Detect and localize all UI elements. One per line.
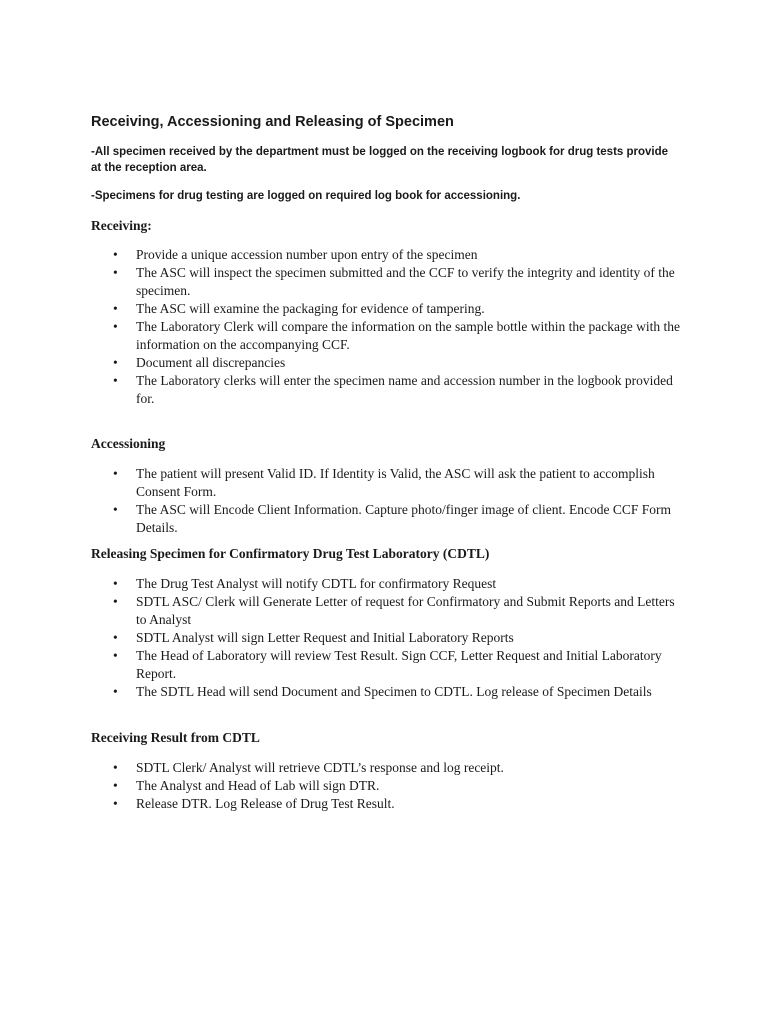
- bullet-icon: •: [113, 373, 118, 388]
- intro-paragraph-1: -All specimen received by the department must be logged on the receiving logbook for drug tests provide at the reception area.: [91, 146, 669, 174]
- list-item: • The SDTL Head will send Document and Specimen to CDTL. Log release of Specimen Details: [113, 684, 652, 699]
- section-heading-receiving: Receiving:: [91, 218, 152, 233]
- list-item: • The ASC will Encode Client Information. Capture photo/finger image of client. Encode CCF Form Details.: [113, 502, 672, 535]
- bullet-icon: •: [113, 684, 118, 699]
- bullet-icon: •: [113, 466, 118, 481]
- list-item: • The ASC will inspect the specimen submitted and the CCF to verify the integrity and identity of the specimen.: [113, 265, 675, 298]
- list-item: • The Drug Test Analyst will notify CDTL for confirmatory Request: [113, 576, 497, 591]
- receiving-list: [91, 246, 686, 408]
- bullet-icon: •: [113, 648, 118, 663]
- bullet-icon: •: [113, 630, 118, 645]
- bullet-icon: •: [113, 247, 118, 262]
- section-heading-receiving-result: Receiving Result from CDTL: [91, 730, 260, 745]
- list-item: • The Laboratory clerks will enter the specimen name and accession number in the logbook provided for.: [113, 373, 673, 406]
- bullet-icon: •: [113, 301, 118, 316]
- section-heading-releasing: Releasing Specimen for Confirmatory Drug Test Laboratory (CDTL): [91, 546, 490, 561]
- document-title: Receiving, Accessioning and Releasing of Specimen: [91, 114, 454, 130]
- list-item: • SDTL ASC/ Clerk will Generate Letter of request for Confirmatory and Submit Reports and Letters to Analyst: [113, 594, 675, 627]
- intro-paragraph-2: -Specimens for drug testing are logged on required log book for accessioning.: [91, 190, 521, 202]
- bullet-icon: •: [113, 265, 118, 280]
- section-heading-accessioning: Accessioning: [91, 436, 166, 451]
- bullet-icon: •: [113, 796, 118, 811]
- bullet-icon: •: [113, 760, 118, 775]
- bullet-icon: •: [113, 355, 118, 370]
- releasing-list: [91, 575, 686, 701]
- receiving-result-list: [91, 759, 686, 813]
- list-item: • Provide a unique accession number upon entry of the specimen: [113, 247, 478, 262]
- bullet-icon: •: [113, 502, 118, 517]
- bullet-icon: •: [113, 594, 118, 609]
- bullet-icon: •: [113, 778, 118, 793]
- list-item: • The Head of Laboratory will review Test Result. Sign CCF, Letter Request and Initial Laboratory Report.: [113, 648, 662, 681]
- list-item: • Release DTR. Log Release of Drug Test Result.: [113, 796, 395, 811]
- list-item: • Document all discrepancies: [113, 355, 286, 370]
- bullet-icon: •: [113, 576, 118, 591]
- list-item: • SDTL Analyst will sign Letter Request and Initial Laboratory Reports: [113, 630, 514, 645]
- list-item: • The Analyst and Head of Lab will sign DTR.: [113, 778, 380, 793]
- bullet-icon: •: [113, 319, 118, 334]
- list-item: • The patient will present Valid ID. If Identity is Valid, the ASC will ask the patient to accomplish Consent Form.: [113, 466, 655, 499]
- list-item: • SDTL Clerk/ Analyst will retrieve CDTL’s response and log receipt.: [113, 760, 504, 775]
- accessioning-list: [91, 465, 686, 537]
- list-item: • The ASC will examine the packaging for evidence of tampering.: [113, 301, 485, 316]
- list-item: • The Laboratory Clerk will compare the information on the sample bottle within the package with the information on the accompanying CCF.: [113, 319, 680, 352]
